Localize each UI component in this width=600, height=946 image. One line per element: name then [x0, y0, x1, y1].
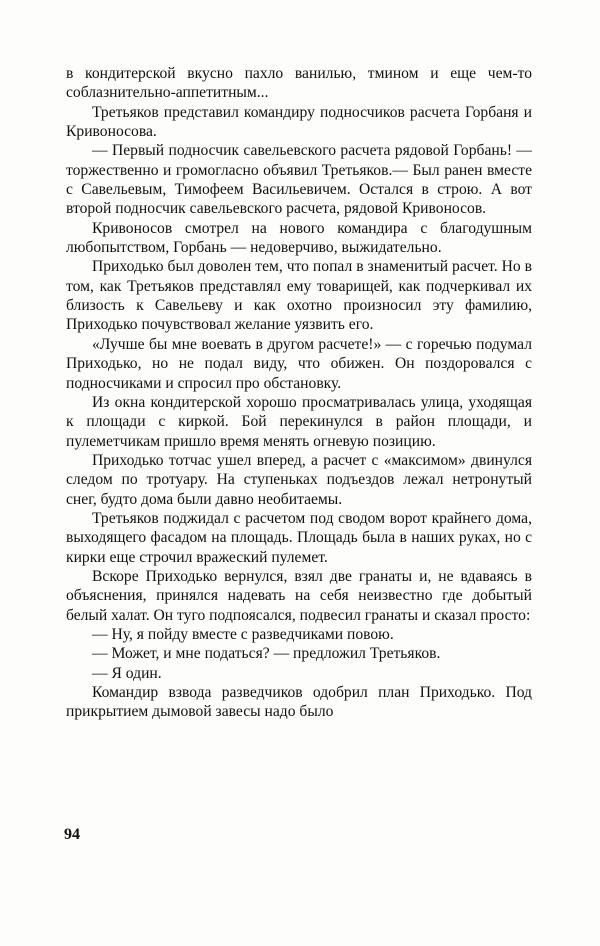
dialogue-line: — Может, и мне податься? — предложил Третьяков. — [92, 645, 441, 663]
dialogue-line: — Я один. — [92, 664, 162, 682]
body-text — [66, 64, 532, 722]
paragraph: Третьяков представил командиру подносчиков расчета Горбаня и Кривоносова. — [66, 103, 532, 141]
paragraph: «Лучше бы мне воевать в другом расчете!» — с горечью подумал Приходько, но не подал виду, что обижен. Он поздоровался с подносчиками и спросил про обстановку. — [66, 335, 532, 392]
paragraph: Командир взвода разведчиков одобрил план Приходько. Под прикрытием дымовой завесы надо было — [66, 684, 532, 721]
paragraph: Вскоре Приходько вернулся, взял две гранаты и, не вдаваясь в объяснения, принялся надевать на себя неизвестно где добытый белый халат. Он туго подпоясался, подвесил гранаты и сказал просто: — [66, 567, 532, 624]
paragraph: Из окна кондитерской хорошо просматривалась улица, уходящая к площади с киркой. Бой перекинулся в район площади, и пулеметчикам пришло время менять огневую позицию. — [66, 393, 532, 450]
paragraph: Кривоносов смотрел на нового командира с благодушным любопытством, Горбань — недоверчиво, выжидательно. — [66, 219, 532, 257]
paragraph: Приходько тотчас ушел вперед, а расчет с «максимом» двинулся следом по тротуару. На ступеньках подъездов лежал нетронутый снег, будто дома были давно необитаемы. — [66, 451, 532, 508]
page-number: 94 — [64, 826, 80, 843]
paragraph: в кондитерской вкусно пахло ванилью, тмином и еще чем-то соблазнительно-аппетитным... — [66, 65, 532, 102]
paragraph: Приходько был доволен тем, что попал в знаменитый расчет. Но в том, как Третьяков представлял ему товарищей, как подчеркивал их близость к Савельеву и как охотно произносил эту фамилию, Приходько почувствовал желание уязвить его. — [66, 258, 532, 334]
dialogue-line: — Ну, я пойду вместе с разведчиками повою. — [92, 625, 394, 643]
paragraph: Третьяков поджидал с расчетом под сводом ворот крайнего дома, выходящего фасадом на площадь. Площадь была в наших руках, но с кирки еще строчил вражеский пулемет. — [66, 509, 532, 566]
paragraph: — Первый подносчик савельевского расчета рядовой Горбань! — торжественно и громогласно объявил Третьяков.— Был ранен вместе с Савельевым, Тимофеем Васильевичем. Остался в строю. А вот второй подносчик савельевского расчета, рядовой Кривоносов. — [66, 142, 532, 218]
